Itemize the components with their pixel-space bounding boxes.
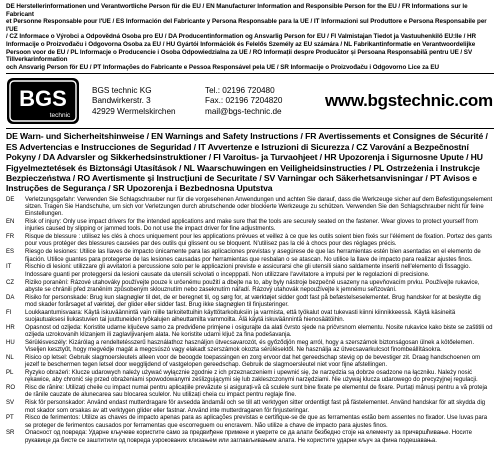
language-code: CZ — [6, 279, 15, 286]
language-code: SR — [6, 430, 15, 437]
company-contact — [205, 86, 317, 118]
manufacturer-info-header — [6, 3, 494, 71]
divider — [6, 73, 494, 74]
warnings-list — [6, 197, 494, 445]
language-code: DA — [6, 294, 15, 301]
warning-entry — [6, 234, 494, 249]
warning-entry — [6, 340, 494, 355]
warnings-heading: DE Warn- und Sicherheitshinweise / EN Warnings and Safety Instructions / FR Avertissements et Consignes de Sécurité / ES Advertencias e Instrucciones de Seguridad / IT Avvertenze e Istruzioni di Sicurezza / CZ Varování a Bezpečnostní Pokyny / DA Advarsler og Sikkerhedsinstruktioner / FI Varoitus- ja Turvaohjeet / HR Upozorenja i Sigurnosne Upute / HU Figyelmeztetések és Biztonsági Utasítások / NL Waarschuwingen en Veiligheidsinstructies / PL Ostrzeżenia i Instrukcje Bezpieczeństwa / RO Avertismente și Instrucțiuni de Securitate / SV Varningar och Säkerhetsanvisningar / PT Avisos e Instruções de Segurança / SR Upozorenja i Bezbednosna Uputstva — [6, 131, 488, 194]
warning-text: Sérülésveszély: Kizárólag a rendeltetésszerű használathoz használjon ütvecsavarozót, és győződjön meg arról, hogy a szerszámok biztonságosan ülnek a kötőelemen. Viseljen kesztyűt, hogy megvédje magát a megcsúszó vagy elakadt szerszámok okozta sérülésektől. Ne használja az ütvecsavarkulcsot finombeállításokra. — [25, 339, 475, 354]
bgs-logo-graphic — [6, 77, 80, 125]
warning-text: Risk för personskador: Använd endast mutterdragare för avsedda ändamål och se till att verktygen sitter ordentligt fast på fästelementet. Använd handskar för att skydda dig mot skador som orsakas av att verktygen glider eller fastnar. Använd inte mutterdragaren för finjusteringar. — [25, 400, 486, 414]
header-line: Persoon voor de EU / PL Informacje o Producencie i Osoba Odpowiedzialna za UE / RO Informații despre Producător și Persoana Responsabilă pentru UE / SV Tillverkarinformation — [6, 48, 473, 64]
language-code: HU — [6, 339, 15, 346]
warning-entry — [6, 430, 494, 445]
logo-sub-text: technic — [49, 112, 71, 120]
language-code: DE — [6, 196, 15, 203]
warning-entry — [6, 197, 494, 219]
header-line: et Personne Responsable pour l'UE / ES Información del Fabricante y Persona Responsable para la UE / IT Informazioni sul Produttore e Persona Responsabile per l'UE — [6, 18, 487, 33]
warning-entry — [6, 249, 494, 264]
warning-text: Risiko for personskade: Brug kun slagnøgler til det, de er beregnet til, og sørg for, at værktøjet sidder godt fast på befæstelseselementet. Brug handsker for at beskytte dig mod skader forårsaget af værktøj, der glider eller sidder fast. Brug ikke slagnøglen til finjusteringer. — [25, 294, 481, 308]
bgs-logo — [6, 77, 80, 125]
language-code: PT — [6, 415, 14, 422]
warning-text: Risque de blessure : utilisez les clés à chocs uniquement pour les applications prévues et veillez à ce que les outils soient bien fixés sur l'élément de fixation. Portez des gants pour vous protéger des blessures causées par des outils qui glissent ou se bloquent. N'utilisez pas la clé à chocs pour des réglages précis. — [25, 234, 493, 248]
phone-number: Tel.: 02196 720480 — [205, 85, 275, 95]
company-block — [6, 76, 494, 126]
warning-text: Risico op letsel: Gebruik slagmoersleutels alleen voor de beoogde toepassingen en zorg ervoor dat het gereedschap stevig op de bevestiger zit. Draag handschoenen om jezelf te beschermen tegen letsel door wegglijdend of vastgelopen gereedschap. Gebruik de slagmoersleutel niet voor fijne afstellingen. — [25, 354, 481, 369]
warning-entry — [6, 295, 494, 310]
warning-text: Riesgo de lesiones: Utilice las llaves de impacto únicamente para las aplicaciones previstas y asegúrese de que las herramientas estén bien asentadas en el elemento de fijación. Utilice guantes para protegerse de las lesiones causadas por herramientas que resbalan o se atascan. No utilice la llave de impacto para realizar ajustes finos. — [25, 249, 481, 263]
language-code: IT — [6, 264, 12, 271]
warning-entry — [6, 400, 494, 415]
divider — [6, 128, 494, 129]
address-line: Bandwirkerstr. 3 — [92, 96, 151, 106]
language-code: FI — [6, 309, 12, 316]
language-code: ES — [6, 249, 15, 256]
language-code: FR — [6, 234, 15, 241]
language-code: PL — [6, 370, 14, 377]
address-line: 42929 Wermelskirchen — [92, 106, 176, 116]
warning-entry — [6, 385, 494, 400]
language-code: EN — [6, 219, 15, 226]
warning-text: Risc de rănire: Utilizați cheile cu impact numai pentru aplicațiile prevăzute și asigurați-vă că sculele sunt bine fixate pe elementul de fixare. Purtați mănuși pentru a vă proteja de rănile cauzate de alunecarea sau blocarea sculelor. Nu utilizați cheia cu impact pentru reglaje fine. — [25, 385, 488, 399]
company-address — [92, 86, 197, 118]
language-code: RO — [6, 385, 16, 392]
language-code: HR — [6, 324, 15, 331]
warning-text: Ryzyko obrażeń: Klucze udarowych należy używać wyłącznie zgodnie z ich przeznaczeniem i upewnić się, że narzędzia są dobrze osadzone na łączniku. Należy nosić rękawice, aby chronić się przed obrażeniami spowodowanymi ześlizgującymi się lub zakleszczonymi narzędziami. Nie używaj klucza udarowego do precyzyjnej regulacji. — [25, 370, 478, 384]
warning-entry — [6, 280, 494, 295]
fax-number: Fax.: 02196 7204820 — [205, 96, 283, 106]
header-line: / CZ Informace o Výrobci a Odpovědná Osoba pro EU / DA Producentinformation og Ansvarlig Person for EU / FI Valmistajan Tiedot ja Vastuuhenkilö EU:lle / HR Informacije o Proizvođaču i Odgovorna Osoba za EU / HU Gyártói Információk és Felelős Személy az EU számára / NL Fabrikantinformatie en Verantwoordelijke — [6, 33, 476, 48]
warning-text: Risk of injury: Only use impact drivers for the intended applications and make sure that the tools are securely seated on the fastener. Wear gloves to protect yourself from injuries caused by slipping or jammed tools. Do not use the impact driver for fine adjustments. — [25, 219, 478, 233]
warning-entry — [6, 219, 494, 234]
warning-text: Verletzungsgefahr: Verwenden Sie Schlagschrauber nur für die vorgesehenen Anwendungen und achten Sie darauf, dass die Werkzeuge sicher auf dem Befestigungselement sitzen. Tragen Sie Handschuhe, um sich vor Verletzungen durch abrutschende oder blockierte Werkzeuge zu schützen. Verwenden Sie den Schlagschrauber nicht für feine Einstellungen. — [25, 196, 493, 218]
language-code: NL — [6, 354, 14, 361]
header-line: och Ansvarig Person för EU / PT Informações do Fabricante e Pessoa Responsável pela UE / SR Informacije o Proizvođaču i Odgovorno Lice za EU — [6, 63, 439, 71]
warning-entry — [6, 325, 494, 340]
warning-entry — [6, 370, 494, 385]
language-code: SV — [6, 400, 15, 407]
warning-text: Risco de ferimentos: Utilize as chaves de impacto apenas para as aplicações previstas e certifique-se de que as ferramentas estão bem assentes no fixador. Use luvas para se proteger de ferimentos causados por ferramentas que escorreguem ou encravem. Não utilize a chave de impacto para ajustes finos. — [25, 415, 488, 429]
email-address: mail@bgs-technic.de — [205, 106, 282, 116]
warning-entry — [6, 264, 494, 279]
warning-entry — [6, 355, 494, 370]
warning-text: Опасност од повреда: Ударне кључеве користите само за предвиђене примене и уверите се да алати безбедно стоје на елементу за причвршћивање. Носите рукавице да бисте се заштитили од повреда узрокованих клизањем или заглављивањем алата. Не користите ударни кључ за фина подешавања. — [25, 430, 472, 444]
website-link[interactable]: www.bgstechnic.com — [325, 91, 493, 111]
warning-text: Loukkaantumisvaara: Käytä iskuväännintä vain niille tarkoitettuihin käyttötarkoituksiin ja varmista, että työkalut ovat tukevasti kiinni kiinnikkeessä. Käytä käsineitä suojautuaksesi liukastuvien tai juuttuneiden työkalujen aiheuttamilta vammoilta. Älä käytä iskuväännintä hienosäätöihin. — [25, 309, 456, 323]
warning-text: Opasnost od ozljeda: Koristite udarne ključeve samo za predviđene primjene i osigurajte da alati čvrsto sjede na pričvrsnom elementu. Nosite rukavice kako biste se zaštitili od ozljeda uzrokovanih klizanjem ili zaglavljivanjem alata. Ne koristite udarni ključ za fina podešavanja. — [25, 324, 493, 339]
warning-entry — [6, 415, 494, 430]
warning-text: Riziko poranění: Rázové utahováky používejte pouze k určenému použití a dbejte na to, aby byly nástroje bezpečně usazeny na upevňovacím prvku. Používejte rukavice, abyste se chránili před zraněním způsobeným sklouznutím nebo zaseknutím nářadí. Rázový utahovák nepoužívejte k jemnému seřizování. — [25, 279, 480, 293]
address-line: BGS technic KG — [92, 85, 152, 95]
warning-text: Rischio di lesioni: utilizzare gli avvitatori a percussione solo per le applicazioni previste e assicurarsi che gli utensili siano saldamente inseriti nell'elemento di fissaggio. Indossare guanti per proteggersi da lesioni causate da utensili scivolati o incepppati. Non utilizzare l'avvitatore a impulsi per le regolazioni di precisione. — [25, 264, 471, 278]
header-line: DE Herstellerinformationen und Verantwortliche Person für die EU / EN Manufacturer Information and Responsible Person for the EU / FR Informations sur le Fabricant — [6, 3, 468, 18]
logo-text: BGS — [19, 86, 67, 112]
warning-entry — [6, 310, 494, 325]
